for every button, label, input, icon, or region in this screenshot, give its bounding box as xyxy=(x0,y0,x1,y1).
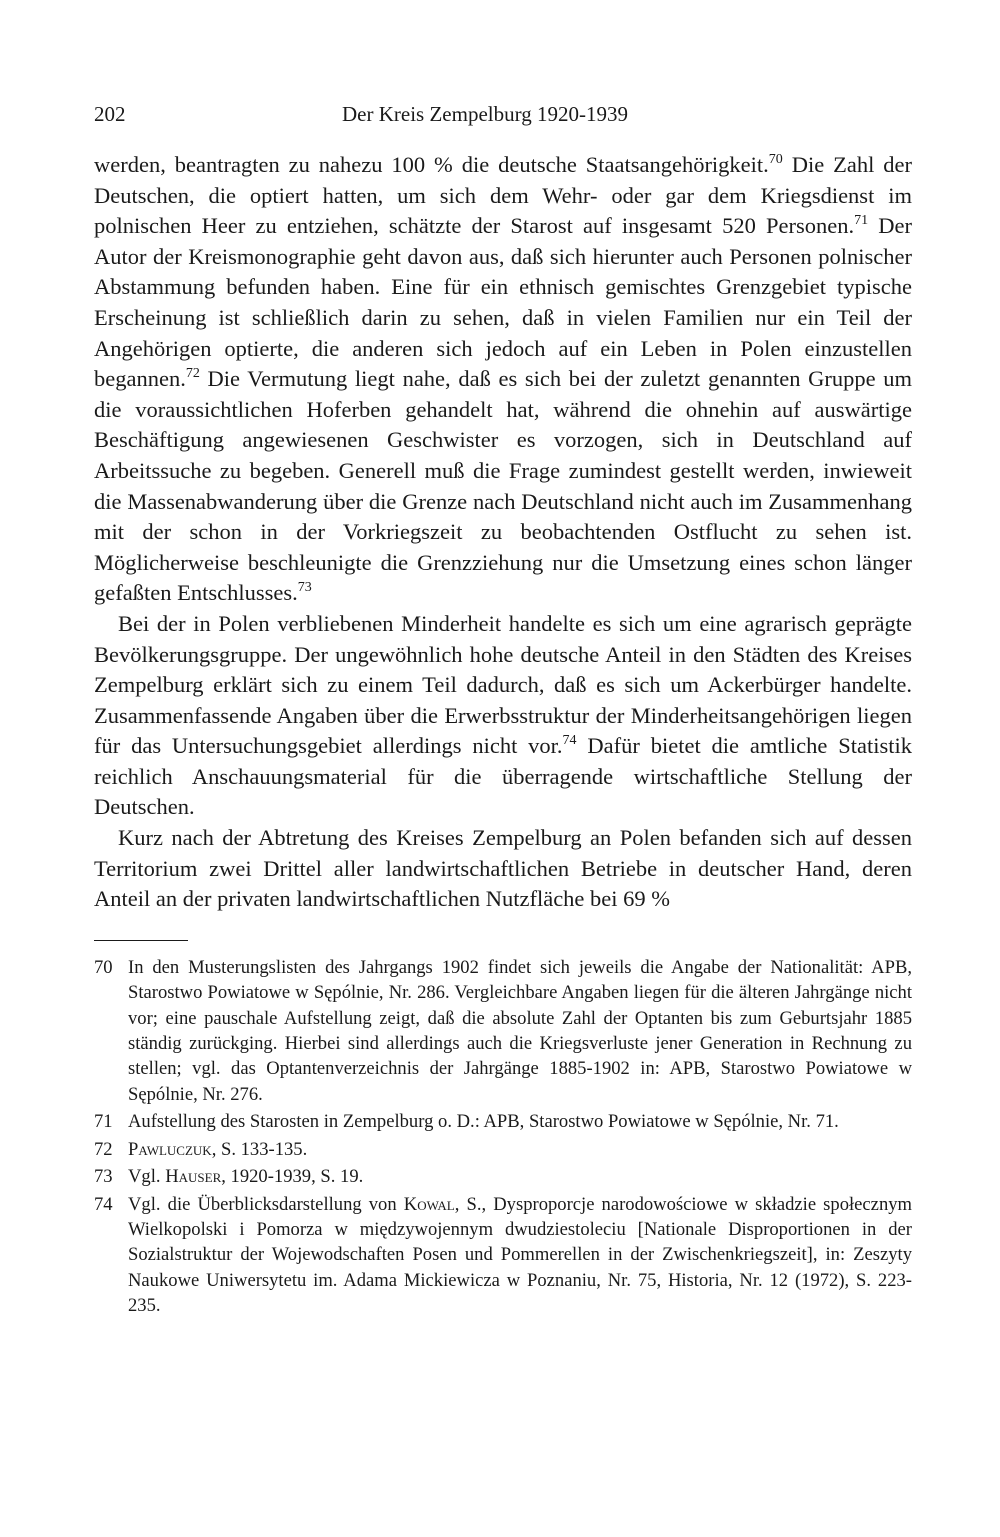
author-name: Hauser xyxy=(165,1166,222,1188)
footnote-separator xyxy=(94,940,188,941)
author-name: Pawluczuk xyxy=(128,1138,212,1160)
text-run: Dafür bietet die amtliche Statistik reichlich Anschauungsmaterial für die überragende wirtschaftliche Stellung der Deutschen. xyxy=(94,733,912,820)
paragraph xyxy=(94,150,912,609)
footnote-text xyxy=(128,1164,912,1189)
text-run: , 1920-1939, S. 19. xyxy=(221,1166,364,1188)
text-run: , S., Dysproporcje narodowościowe w składzie społecznym Wielkopolski i Pomorza w międzywojennym dwudziestoleciu [Nationale Disproportionen in der Sozialstruktur der Wojewodschaften Posen und Pommerellen in der Zwischenkriegszeit], in: Zeszyty Naukowe Uniwersytetu im. Adama Mickiewicza w Poznaniu, Nr. 75, Historia, Nr. 12 (1972), S. 223-235. xyxy=(128,1193,912,1317)
footnotes xyxy=(94,955,912,1319)
footnote-ref: 73 xyxy=(297,580,312,596)
body-text xyxy=(94,150,912,915)
text-run: Vgl. die Überblicksdarstellung von xyxy=(128,1193,404,1215)
text-run: Bei der in Polen verbliebenen Minderheit handelte es sich um eine agrarisch geprägte Bevölkerungsgruppe. Der ungewöhnlich hohe deutsche Anteil in den Städten des Kreises Zempelburg erklärt sich zu einem Teil dadurch, daß es sich um Ackerbürger handelte. Zusammenfassende Angaben über die Erwerbsstruktur der Minderheitsangehörigen liegen für das Untersuchungsgebiet allerdings nicht vor. xyxy=(94,610,912,759)
footnote-ref: 70 xyxy=(768,152,783,167)
text-run: Vgl. xyxy=(128,1166,166,1188)
footnote xyxy=(94,1164,912,1189)
author-name: Kowal xyxy=(403,1193,455,1215)
text-run: Aufstellung des Starosten in Zempelburg o. D.: APB, Starostwo Powiatowe w Sępólnie, Nr. 71. xyxy=(128,1111,839,1133)
footnote-number: 71 xyxy=(94,1111,113,1133)
running-title: Der Kreis Zempelburg 1920-1939 xyxy=(342,102,628,126)
footnote-text xyxy=(128,1192,912,1319)
footnote-ref: 74 xyxy=(562,733,577,749)
footnote-text xyxy=(128,1109,912,1134)
paragraph xyxy=(94,609,912,823)
footnote-number: 74 xyxy=(94,1193,113,1215)
text-run: In den Musterungslisten des Jahrgangs 1902 findet sich jeweils die Angabe der Nationalität: APB, Starostwo Powiatowe w Sępólnie, Nr. 286. Vergleichbare Angaben liegen für die älteren Jahrgänge nicht vor; eine pauschale Aufstellung zeigt, daß die absolute Zahl der Optanten bis zum Geburtsjahr 1885 ständig zurückging. Hierbei sind allerdings auch die Kriegsverluste jener Generation in Rechnung zu stellen; vgl. das Optantenverzeichnis der Jahrgänge 1885-1902 in: APB, Starostwo Powiatowe w Sępólnie, Nr. 276. xyxy=(128,956,912,1105)
text-run: , S. 133-135. xyxy=(211,1138,308,1160)
text-run: Die Vermutung liegt nahe, daß es sich bei der zuletzt genannten Gruppe um die voraussichtlichen Hoferben gehandelt hat, während die ohnehin auf auswärtige Beschäftigung angewiesenen Geschwister es vorzogen, sich in Deutschland auf Arbeitssuche zu begeben. Generell muß die Frage zumindest gestellt werden, inwieweit die Massenabwanderung über die Grenze nach Deutschland nicht auch im Zusammenhang mit der schon in der Vorkriegszeit zu beobachtenden Ostflucht zu sehen ist. Möglicherweise beschleunigte die Grenzziehung nur die Umsetzung eines schon länger gefaßten Entschlusses. xyxy=(94,366,912,606)
footnote-text xyxy=(128,955,912,1107)
footnote-text xyxy=(128,1137,912,1162)
page-number: 202 xyxy=(94,102,126,126)
text-run: Die Zahl der Deutschen, die optiert hatten, um sich dem Wehr- oder gar dem Kriegsdienst im polnischen Heer zu entziehen, schätzte der Starost auf insgesamt 520 Personen. xyxy=(94,152,912,239)
text-run: Der Autor der Kreismonographie geht davon aus, daß sich hierunter auch Personen polnischer Abstammung befunden haben. Eine für ein ethnisch gemischtes Grenzgebiet typische Erscheinung ist schließlich darin zu sehen, daß in vielen Familien nur ein Teil der Angehörigen optierte, die anderen sich jedoch auf ein Leben in Polen einzustellen begannen. xyxy=(94,213,912,392)
footnote-number: 72 xyxy=(94,1138,113,1160)
text-run: werden, beantragten zu nahezu 100 % die deutsche Staatsangehörigkeit. xyxy=(94,152,769,177)
footnote xyxy=(94,1192,912,1319)
footnote xyxy=(94,1109,912,1134)
paragraph xyxy=(94,823,912,915)
footnote xyxy=(94,1137,912,1162)
book-page xyxy=(94,96,912,1321)
footnote-ref: 71 xyxy=(854,213,869,229)
footnote xyxy=(94,955,912,1107)
running-head xyxy=(94,96,912,132)
footnote-ref: 72 xyxy=(185,366,200,382)
footnote-number: 70 xyxy=(94,956,113,978)
text-run: Kurz nach der Abtretung des Kreises Zempelburg an Polen befanden sich auf dessen Territorium zwei Drittel aller landwirtschaftlichen Betriebe in deutscher Hand, deren Anteil an der privaten landwirtschaftlichen Nutzfläche bei 69 % xyxy=(94,825,912,912)
footnote-number: 73 xyxy=(94,1166,113,1188)
